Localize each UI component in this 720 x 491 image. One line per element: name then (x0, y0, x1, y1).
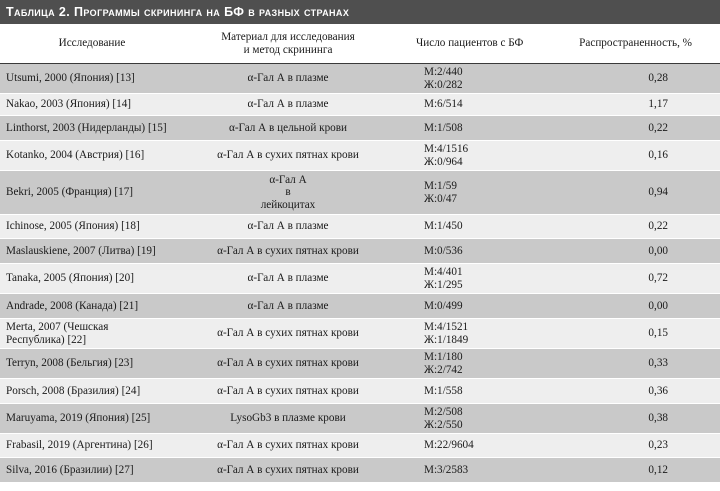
material-cell (184, 349, 392, 379)
material-cell (184, 64, 392, 94)
study-cell (0, 458, 184, 483)
material-cell (184, 458, 392, 483)
header-material-line1: Материал для исследования (221, 30, 355, 43)
table-row (0, 141, 720, 171)
material-cell-line: в (285, 186, 291, 199)
study-cell-line: Nakao, 2003 (Япония) [14] (6, 98, 132, 111)
material-cell-line: α-Гал А в плазме (247, 220, 329, 233)
study-cell (0, 294, 184, 319)
study-cell-line: Tanaka, 2005 (Япония) [20] (6, 272, 134, 285)
patients-cell-line: М:1/59 (424, 180, 457, 192)
study-cell (0, 94, 184, 116)
patients-cell-line: Ж:1/295 (424, 278, 463, 291)
patients-cell (392, 64, 534, 94)
table-row (0, 264, 720, 294)
table-row (0, 404, 720, 434)
patients-cell-line: Ж:0/964 (424, 155, 463, 168)
patients-cell-line: М:0/536 (424, 244, 463, 257)
prevalence-cell-line: 0,16 (648, 149, 668, 162)
patients-cell-line: Ж:2/742 (424, 363, 463, 376)
header-material-line2: и метод скрининга (243, 43, 333, 56)
study-cell (0, 349, 184, 379)
study-cell-line: Kotanko, 2004 (Австрия) [16] (6, 149, 145, 162)
patients-cell-line: Ж:2/550 (424, 418, 463, 431)
material-cell-line: α-Гал А в сухих пятнах крови (217, 357, 359, 370)
study-cell (0, 141, 184, 171)
prevalence-cell-line: 0,00 (648, 299, 668, 312)
prevalence-cell (534, 141, 720, 171)
patients-cell-line: М:6/514 (424, 98, 463, 111)
header-prevalence: Распространенность, % (534, 24, 720, 64)
patients-cell (392, 319, 534, 349)
material-cell (184, 434, 392, 458)
study-cell (0, 116, 184, 141)
prevalence-cell (534, 94, 720, 116)
material-cell (184, 215, 392, 239)
study-cell (0, 239, 184, 264)
material-cell (184, 264, 392, 294)
material-cell-line: α-Гал А в сухих пятнах крови (217, 244, 359, 257)
patients-cell-line: М:1/558 (424, 384, 463, 397)
material-cell (184, 404, 392, 434)
material-cell-line: α-Гал А в сухих пятнах крови (217, 149, 359, 162)
header-row (0, 24, 720, 64)
material-cell-line: α-Гал А в плазме (247, 299, 329, 312)
header-patients: Число пациентов с БФ (392, 24, 534, 64)
prevalence-cell-line: 0,36 (648, 384, 668, 397)
patients-cell-line: М:4/1521 (424, 321, 469, 333)
patients-cell (392, 349, 534, 379)
prevalence-cell-line: 0,22 (648, 121, 668, 134)
patients-cell (392, 264, 534, 294)
material-cell-line: α-Гал А в сухих пятнах крови (217, 384, 359, 397)
study-cell-line: Linthorst, 2003 (Нидерланды) [15] (6, 121, 167, 134)
material-cell-line: α-Гал А в сухих пятнах крови (217, 463, 359, 476)
patients-cell-line: Ж:1/1849 (424, 333, 469, 346)
study-cell-line: Ichinose, 2005 (Япония) [18] (6, 220, 140, 233)
study-cell (0, 319, 184, 349)
study-cell-line: Porsch, 2008 (Бразилия) [24] (6, 384, 141, 397)
table-row (0, 239, 720, 264)
patients-cell (392, 141, 534, 171)
patients-cell (392, 171, 534, 215)
prevalence-cell-line: 0,22 (648, 220, 668, 233)
prevalence-cell-line: 0,12 (648, 463, 668, 476)
material-cell (184, 239, 392, 264)
study-cell-line: Республика) [22] (6, 333, 87, 346)
prevalence-cell-line: 1,17 (648, 98, 668, 111)
prevalence-cell (534, 171, 720, 215)
prevalence-cell-line: 0,23 (648, 439, 668, 452)
header-material (184, 24, 392, 64)
study-cell-line: Terryn, 2008 (Бельгия) [23] (6, 357, 134, 370)
patients-cell-line: М:22/9604 (424, 439, 474, 452)
table-row (0, 94, 720, 116)
study-cell-line: Frabasil, 2019 (Аргентина) [26] (6, 439, 153, 452)
study-cell-line: Maslauskiene, 2007 (Литва) [19] (6, 244, 156, 257)
study-cell-line: Utsumi, 2000 (Япония) [13] (6, 72, 135, 85)
table-row (0, 349, 720, 379)
prevalence-cell-line: 0,28 (648, 72, 668, 85)
study-cell-line: Silva, 2016 (Бразилии) [27] (6, 463, 134, 476)
patients-cell-line: М:4/1516 (424, 143, 469, 155)
study-cell (0, 171, 184, 215)
table-body (0, 64, 720, 483)
patients-cell (392, 434, 534, 458)
material-cell-line: α-Гал А в плазме (247, 98, 329, 111)
material-cell (184, 319, 392, 349)
patients-cell (392, 379, 534, 404)
prevalence-cell (534, 319, 720, 349)
table-title: Таблица 2. Программы скрининга на БФ в разных странах (0, 0, 720, 24)
table-row (0, 434, 720, 458)
prevalence-cell (534, 64, 720, 94)
material-cell-line: α-Гал А в плазме (247, 72, 329, 85)
patients-cell-line: М:2/440 (424, 66, 463, 78)
patients-cell (392, 215, 534, 239)
patients-cell-line: Ж:0/47 (424, 192, 458, 205)
prevalence-cell-line: 0,33 (648, 357, 668, 370)
study-cell (0, 215, 184, 239)
patients-cell-line: Ж:0/282 (424, 78, 463, 91)
patients-cell (392, 404, 534, 434)
material-cell (184, 116, 392, 141)
table-row (0, 379, 720, 404)
header-study: Исследование (0, 24, 184, 64)
prevalence-cell (534, 239, 720, 264)
study-cell (0, 264, 184, 294)
material-cell-line: α-Гал А в плазме (247, 272, 329, 285)
prevalence-cell (534, 349, 720, 379)
patients-cell (392, 239, 534, 264)
patients-cell-line: М:1/180 (424, 351, 463, 363)
patients-cell-line: М:1/508 (424, 121, 463, 134)
study-cell (0, 434, 184, 458)
prevalence-cell-line: 0,00 (648, 244, 668, 257)
table-row (0, 319, 720, 349)
patients-cell-line: М:0/499 (424, 299, 463, 312)
material-cell-line: лейкоцитах (260, 198, 316, 211)
study-cell (0, 64, 184, 94)
table-row (0, 116, 720, 141)
material-cell-line: α-Гал А (269, 173, 307, 186)
patients-cell (392, 458, 534, 483)
table-row (0, 171, 720, 215)
patients-cell-line: М:4/401 (424, 266, 463, 278)
study-cell (0, 404, 184, 434)
prevalence-cell (534, 294, 720, 319)
material-cell (184, 171, 392, 215)
prevalence-cell-line: 0,15 (648, 327, 668, 340)
material-cell (184, 94, 392, 116)
study-cell-line: Bekri, 2005 (Франция) [17] (6, 186, 134, 199)
table-row (0, 458, 720, 483)
prevalence-cell (534, 434, 720, 458)
material-cell-line: α-Гал А в сухих пятнах крови (217, 439, 359, 452)
prevalence-cell (534, 215, 720, 239)
prevalence-cell (534, 264, 720, 294)
prevalence-cell (534, 404, 720, 434)
study-cell-line: Maruyama, 2019 (Япония) [25] (6, 412, 151, 425)
material-cell (184, 294, 392, 319)
prevalence-cell (534, 116, 720, 141)
material-cell (184, 379, 392, 404)
table-row (0, 294, 720, 319)
material-cell (184, 141, 392, 171)
prevalence-cell-line: 0,94 (648, 186, 668, 199)
table-row (0, 215, 720, 239)
patients-cell (392, 94, 534, 116)
material-cell-line: α-Гал А в цельной крови (228, 121, 348, 134)
patients-cell-line: М:3/2583 (424, 463, 469, 476)
table-row (0, 64, 720, 94)
study-cell (0, 379, 184, 404)
study-cell-line: Andrade, 2008 (Канада) [21] (6, 299, 139, 312)
patients-cell-line: М:1/450 (424, 220, 463, 233)
study-cell-line: Merta, 2007 (Чешская (6, 321, 109, 333)
prevalence-cell-line: 0,38 (648, 412, 668, 425)
screening-table (0, 24, 720, 483)
patients-cell (392, 294, 534, 319)
material-cell-line: α-Гал А в сухих пятнах крови (217, 327, 359, 340)
prevalence-cell (534, 458, 720, 483)
patients-cell-line: М:2/508 (424, 406, 463, 418)
patients-cell (392, 116, 534, 141)
material-cell-line: LysoGb3 в плазме крови (230, 412, 346, 425)
prevalence-cell-line: 0,72 (648, 272, 668, 285)
prevalence-cell (534, 379, 720, 404)
